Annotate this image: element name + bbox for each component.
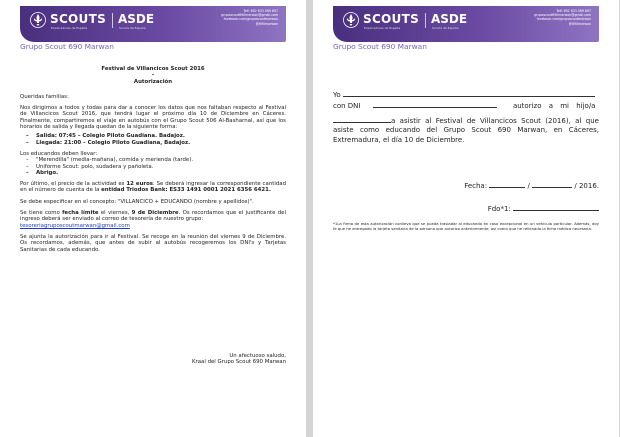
scouts-logo-text: SCOUTS: [363, 12, 420, 26]
signature-row: Fdo*1:: [488, 204, 599, 214]
asde-logo-text: ASDE: [431, 12, 468, 26]
list-item: – "Merendilla" (media-mañana), comida y merienda (tarde).: [20, 157, 286, 163]
contact-info: Telf: 692 633 069 697 gruposcout690marwan@gmail.com facebook.com/gruposcoutmarwan @690marwan: [534, 9, 591, 26]
header-banner: [20, 6, 286, 42]
logo-divider: [425, 13, 426, 28]
letter-page: [0, 0, 306, 437]
header-banner: [333, 6, 599, 42]
fleur-de-lis-icon: [343, 12, 359, 28]
title-dash: -: [151, 72, 155, 79]
child-name-field[interactable]: [333, 116, 391, 123]
asde-logo-subtext: Scouts de España: [432, 26, 459, 30]
letter-title: Festival de Villancicos Scout 2016: [101, 66, 205, 72]
signature-block: [20, 353, 286, 366]
list-item: – Abrigo.: [20, 170, 286, 176]
name-field[interactable]: [343, 90, 595, 97]
bring-list: [20, 157, 286, 176]
date-day-field[interactable]: [489, 181, 525, 188]
bring-intro: Los educandos deben llevar:: [20, 150, 98, 157]
child-row: a asistir al Festival de Villancicos Scout (2016), al que asiste como educando del Grupo Scout 690 Marwan, en Cáceres, Extremadura, el día 10 de Diciembre.: [333, 116, 599, 144]
dni-row: con DNI autorizo a mi hijo/a: [333, 102, 596, 111]
authorization-paragraph: Se ajunta la autorización para ir al Festival. Se recoge en la reunión del viernes 9 de Diciembre. Os recordamos, además, que antes de subir al autobús recogeremos los DNI's y Tarjetas Sanitarias de cada educando.: [20, 233, 286, 253]
list-item: – Uniforme Scout: polo, sudadera y pañoleta.: [20, 164, 286, 170]
asde-logo-subtext: Scouts de España: [119, 26, 146, 30]
list-item: – Llegada: 21:00 – Colegio Piloto Guadiana, Badajoz.: [20, 140, 286, 146]
date-row: Fecha: / / 2016.: [464, 182, 599, 190]
list-item: – Salida: 07:45 – Colegio Piloto Guadiana. Badajoz.: [20, 133, 286, 139]
date-month-field[interactable]: [532, 181, 572, 188]
letter-subtitle: Autorización: [133, 78, 173, 85]
signature-field[interactable]: [513, 204, 599, 211]
price-paragraph: Por último, el precio de la actividad es 12 euros. Se deberá ingresar la correspondiente cantidad en el número de cuenta de la entidad Triodos Bank: ES33 1491 0001 2021 6356 6421.: [20, 181, 286, 194]
closing: Un afectuoso saludo,: [229, 353, 286, 359]
logo-divider: [112, 13, 113, 28]
scouts-logo-text: SCOUTS: [50, 12, 107, 26]
scouts-logo-subtext: Exploradores de España: [364, 26, 401, 30]
schedule-list: [20, 133, 286, 146]
group-name: Grupo Scout 690 Marwan: [20, 42, 114, 51]
group-name: Grupo Scout 690 Marwan: [333, 42, 427, 51]
dni-field[interactable]: [373, 101, 497, 108]
greeting: Queridas familias:: [20, 93, 69, 100]
authorization-form-page: [313, 0, 619, 437]
treasury-email-link[interactable]: tesoreriagruposcoutmarwan@gmail.com: [20, 222, 130, 229]
footnote: *1La firma de esta autorización conlleva que se pueda trasladar al educando en caso excepcional en un vehículo particular. Además, doy fe que he entregado la tarjeta sanitaria de la persona que autorizo anteriormente, así como que he rellenado la ficha médica necesaria.: [333, 221, 599, 231]
yo-row: Yo: [333, 90, 599, 100]
concept-paragraph: Se debe especificar en el concepto: "VILLANCICO + EDUCANDO (nombre y apellidos)".: [20, 198, 254, 205]
asde-logo-text: ASDE: [118, 12, 155, 26]
signature: Kraal del Grupo Scout 690 Marwan: [192, 359, 286, 366]
contact-info: Telf: 692 633 069 697 gruposcout690marwan@gmail.com facebook.com/gruposcoutmarwan @690marwan: [221, 9, 278, 26]
letter-body: [20, 66, 286, 253]
deadline-paragraph: Se tiene como fecha límite el viernes, 9 de Diciembre. Os recordamos que el justificante del ingreso deberá ser enviado al correo de tesorería de nuestro grupo: tesoreriagruposcoutmarwan@gmail.com: [20, 210, 286, 229]
scouts-logo-subtext: Exploradores de España: [51, 26, 88, 30]
authorization-form: [333, 90, 599, 145]
intro-paragraph: Nos dirigimos a todos y todas para dar a conocer los datos que nos faltaban respecto al Festival de Villancicos Scout 2016, que tendrá lugar el próximo día 10 de Diciembre en Cáceres. Finalmente, compartiremos el viaje en autobús con el Grupo Scout 506 Al-Basharnal, así que los horarios de salida y llegada quedan de la siguiente forma:: [20, 105, 286, 131]
fleur-de-lis-icon: [30, 12, 46, 28]
